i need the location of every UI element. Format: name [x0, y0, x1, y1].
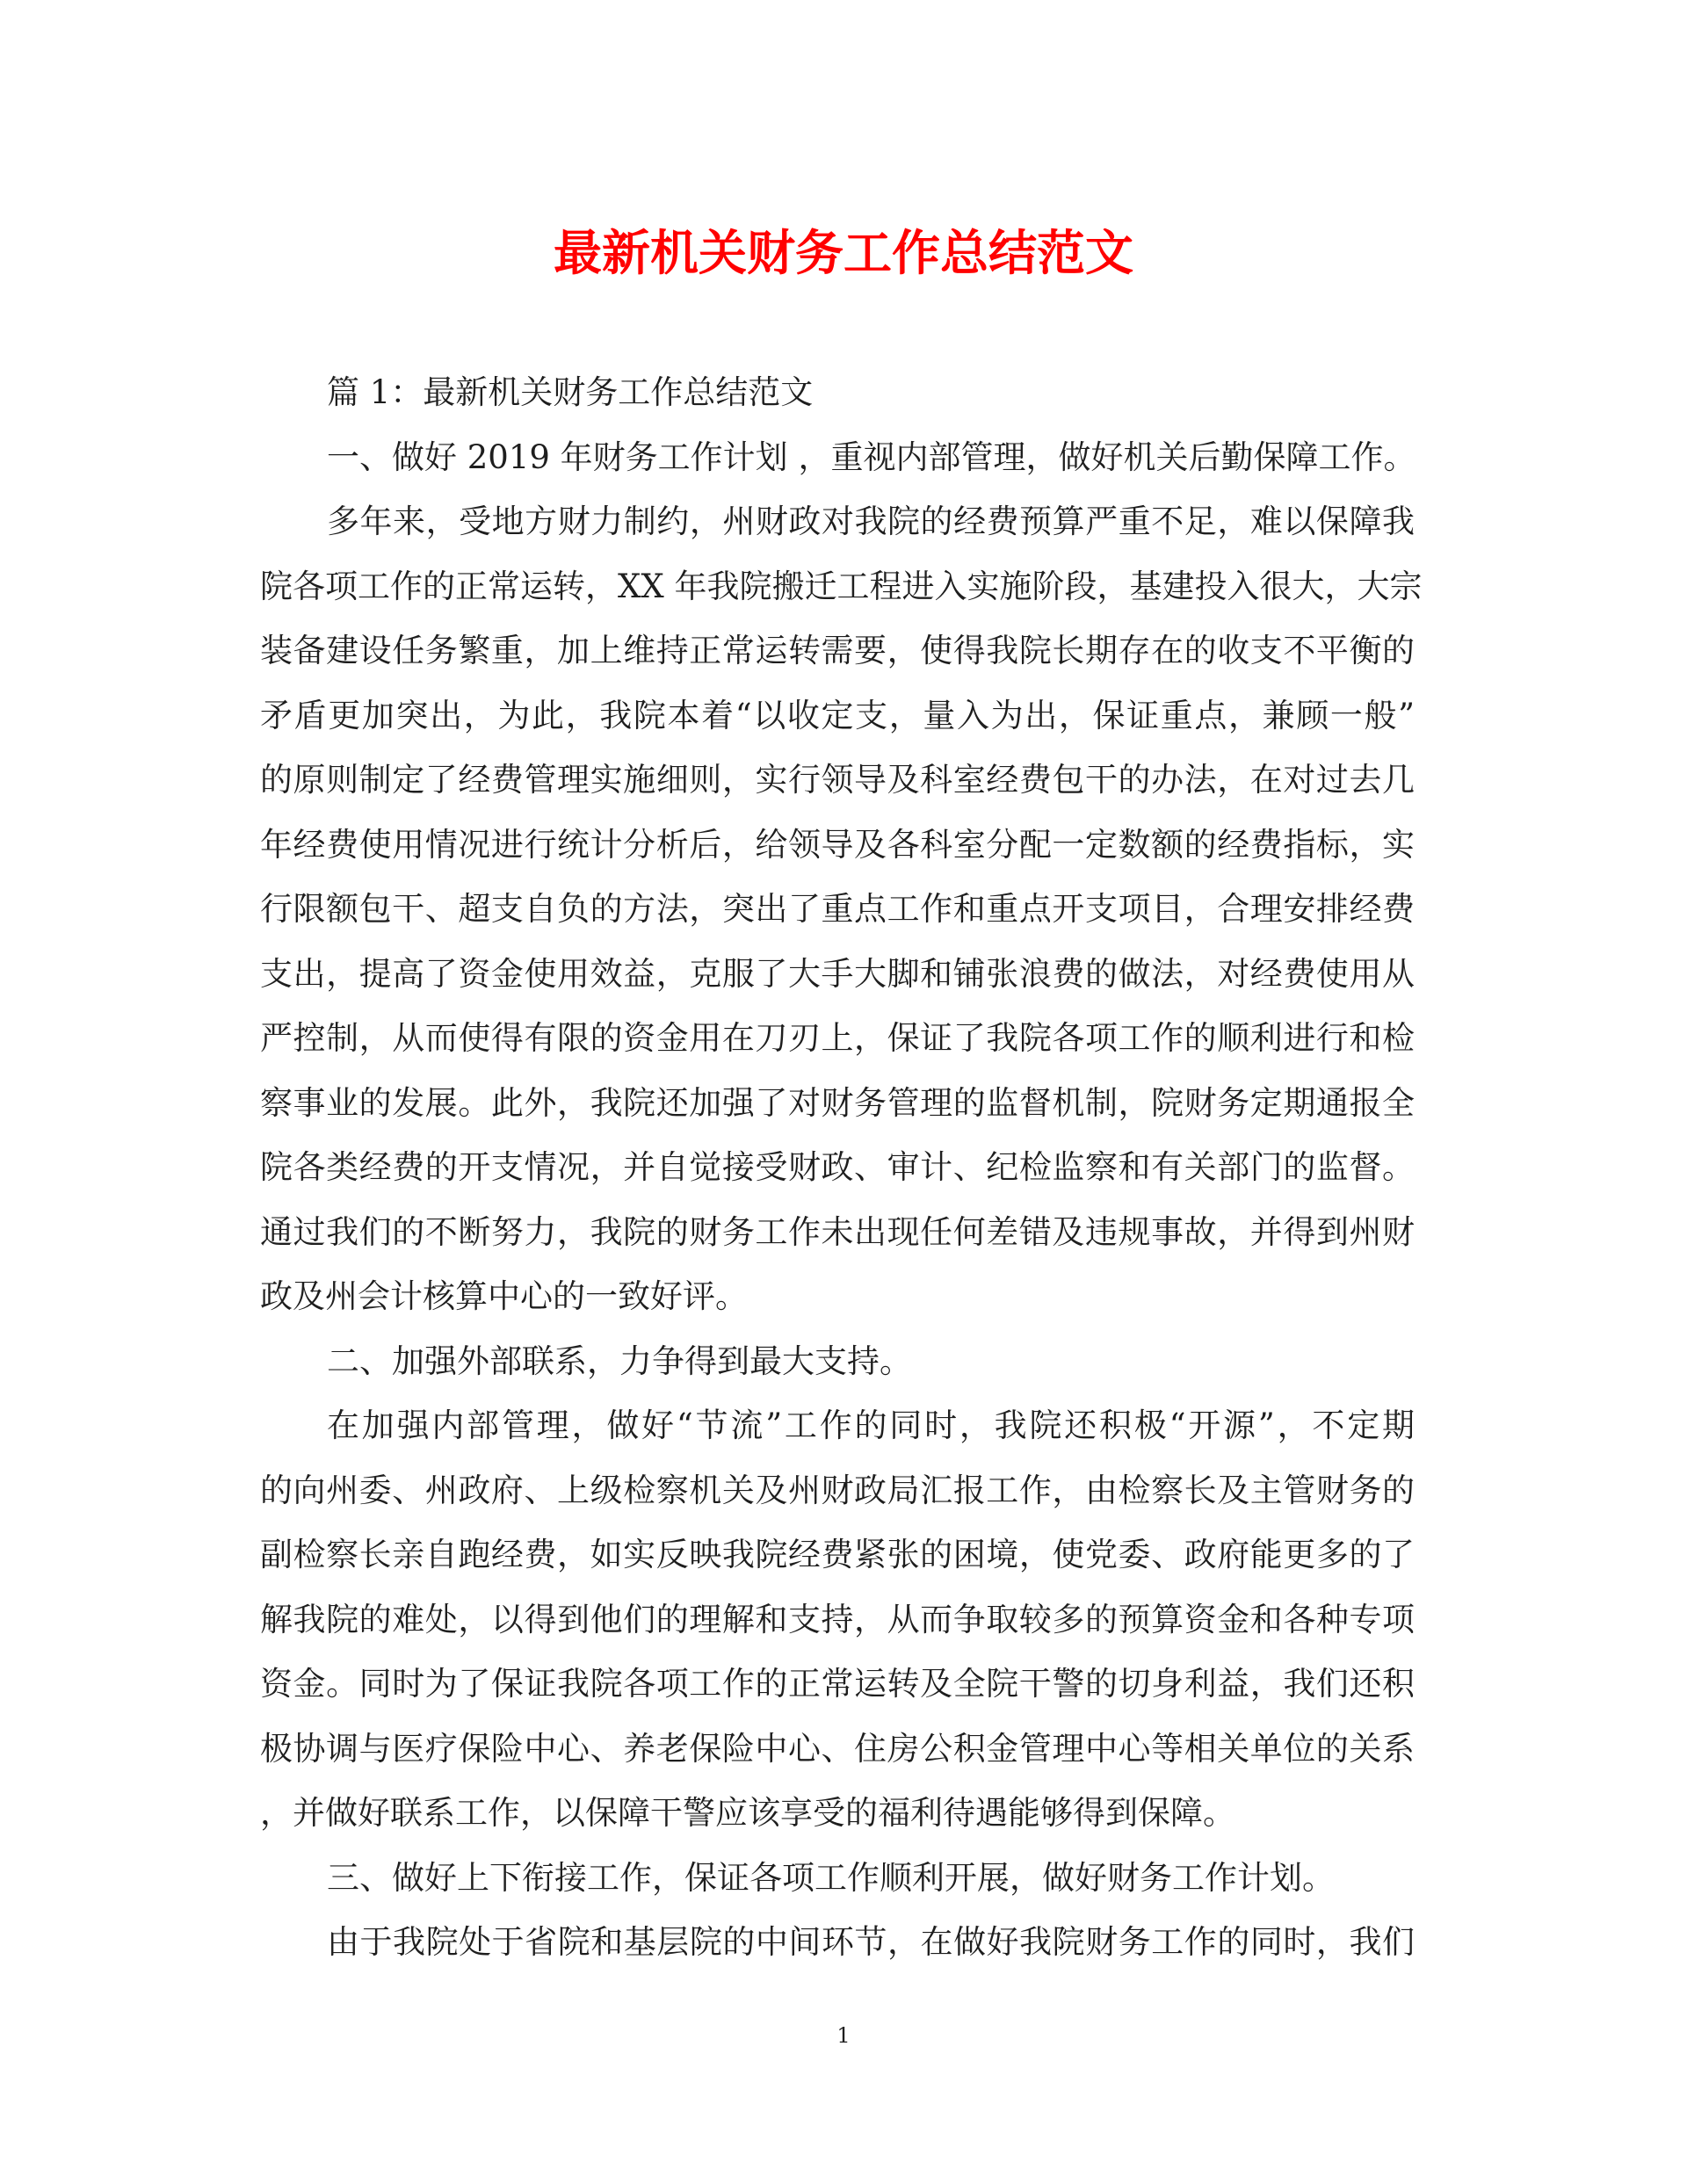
text-line: 支出，提高了资金使用效益，克服了大手大脚和铺张浪费的做法，对经费使用从 [260, 954, 1415, 993]
text-line: 的向州委、州政府、上级检察机关及州财政局汇报工作，由检察长及主管财务的 [260, 1471, 1415, 1509]
text-line: 解我院的难处，以得到他们的理解和支持，从而争取较多的预算资金和各种专项 [260, 1600, 1415, 1638]
text-line: 院各类经费的开支情况，并自觉接受财政、审计、纪检监察和有关部门的监督。 [260, 1148, 1415, 1186]
text-line: 多年来，受地方财力制约，州财政对我院的经费预算严重不足，难以保障我 [327, 503, 1415, 540]
text-line: 二、加强外部联系，力争得到最大支持。 [327, 1341, 912, 1380]
text-line: 资金。同时为了保证我院各项工作的正常运转及全院干警的切身利益，我们还积 [260, 1665, 1415, 1703]
text-line: 院各项工作的正常运转，XX 年我院搬迁工程进入实施阶段，基建投入很大，大宗 [260, 567, 1423, 605]
text-line: 行限额包干、超支自负的方法，突出了重点工作和重点开支项目，合理安排经费 [260, 890, 1415, 928]
text-line: 年经费使用情况进行统计分析后，给领导及各科室分配一定数额的经费指标，实 [260, 825, 1415, 864]
text-line: 政及州会计核算中心的一致好评。 [260, 1277, 748, 1315]
document-title: 最新机关财务工作总结范文 [553, 224, 1133, 281]
text-line: 由于我院处于省院和基层院的中间环节，在做好我院财务工作的同时，我们 [327, 1923, 1415, 1961]
page-number: 1 [836, 2023, 851, 2048]
text-line: 矛盾更加突出，为此，我院本着“以收定支，量入为出，保证重点，兼顾一般” [260, 696, 1415, 734]
text-line: 装备建设任务繁重，加上维持正常运转需要，使得我院长期存在的收支不平衡的 [260, 632, 1415, 669]
text-line: 的原则制定了经费管理实施细则，实行领导及科室经费包干的办法，在对过去几 [260, 761, 1415, 799]
text-line: 极协调与医疗保险中心、养老保险中心、住房公积金管理中心等相关单位的关系 [260, 1729, 1415, 1768]
text-line: 副检察长亲自跑经费，如实反映我院经费紧张的困境，使党委、政府能更多的了 [260, 1536, 1415, 1573]
text-line: 篇 1：最新机关财务工作总结范文 [327, 373, 814, 411]
text-line: 在加强内部管理，做好“节流”工作的同时，我院还积极“开源”，不定期 [327, 1407, 1415, 1444]
text-line: 察事业的发展。此外，我院还加强了对财务管理的监督机制，院财务定期通报全 [260, 1083, 1415, 1122]
text-line: 三、做好上下衔接工作，保证各项工作顺利开展，做好财务工作计划。 [327, 1858, 1335, 1897]
text-line: 严控制，从而使得有限的资金用在刀刃上，保证了我院各项工作的顺利进行和检 [260, 1019, 1415, 1057]
text-line: ，并做好联系工作，以保障干警应该享受的福利待遇能够得到保障。 [260, 1794, 1235, 1832]
text-line: 一、做好 2019 年财务工作计划 ，重视内部管理，做好机关后勤保障工作。 [327, 438, 1416, 476]
text-line: 通过我们的不断努力，我院的财务工作未出现任何差错及违规事故，并得到州财 [260, 1212, 1415, 1251]
